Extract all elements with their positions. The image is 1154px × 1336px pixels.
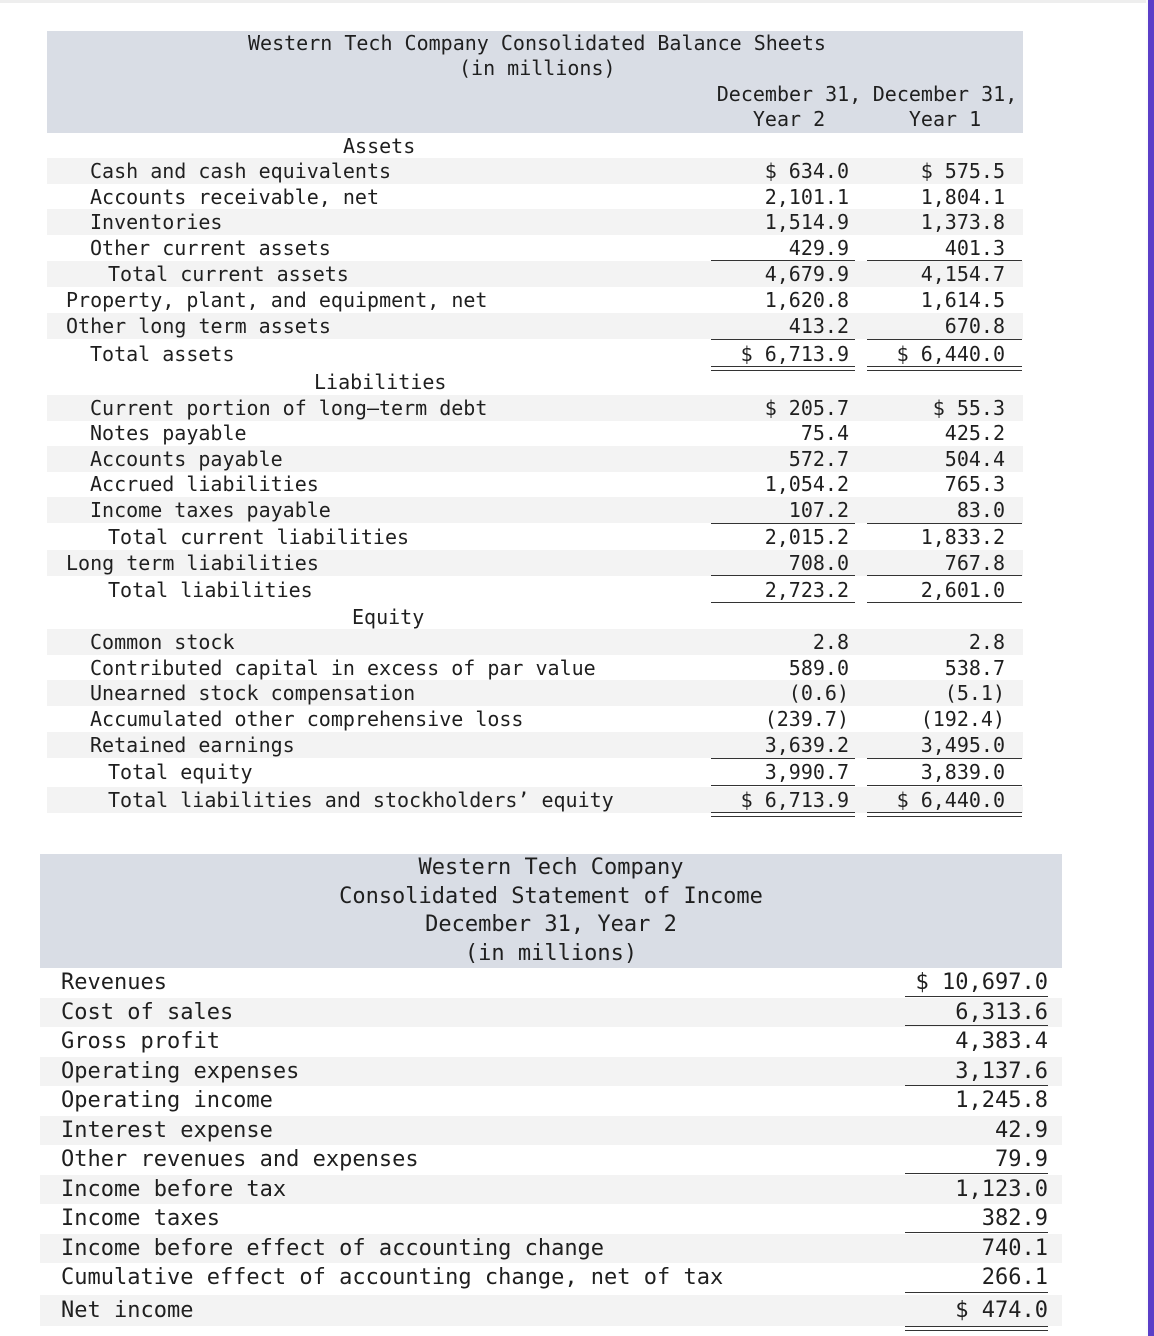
table-row [40, 1027, 1062, 1057]
equity-heading: Equity [352, 605, 425, 629]
value-year2: 2,101.1 [764, 185, 849, 209]
value-year2: 413.2 [788, 314, 849, 338]
total-double-rule [867, 370, 1022, 371]
value-year1: 538.7 [944, 656, 1005, 680]
total-double-rule [867, 812, 1022, 813]
table-row [47, 497, 1023, 523]
table-row [40, 968, 1062, 998]
total-double-rule [711, 370, 855, 371]
value-year1: 1,804.1 [920, 185, 1005, 209]
row-value: 1,123.0 [955, 1176, 1048, 1202]
value-year2: 2,723.2 [764, 578, 849, 602]
value-year1: 2,601.0 [920, 578, 1005, 602]
row-label: Common stock [90, 630, 235, 654]
value-year2: 3,639.2 [764, 733, 849, 757]
value-year1: 765.3 [944, 472, 1005, 496]
table-row [47, 446, 1023, 472]
total-double-rule [867, 366, 1022, 367]
value-year2: 75.4 [800, 421, 849, 445]
table-row [47, 341, 1023, 367]
table-row [47, 550, 1023, 576]
row-label: Accounts payable [90, 447, 283, 471]
row-label: Retained earnings [90, 733, 295, 757]
col-year1-heading-line1: December 31, [872, 82, 1018, 106]
table-row [47, 235, 1023, 261]
value-year1: (192.4) [920, 707, 1005, 731]
subtotal-rule [867, 339, 1022, 340]
table-row [40, 1145, 1062, 1175]
total-double-rule [905, 1326, 1048, 1327]
col-year2-heading-line2: Year 2 [752, 107, 826, 131]
value-year1: $ 575.5 [920, 159, 1005, 183]
row-label: Income before tax [61, 1176, 287, 1202]
row-value: $ 474.0 [955, 1298, 1048, 1323]
row-label: Revenues [61, 970, 167, 995]
row-label: Cumulative effect of accounting change, net of tax [61, 1265, 724, 1290]
value-year1: 2.8 [968, 630, 1005, 654]
row-label: Other revenues and expenses [61, 1147, 419, 1172]
total-double-rule [867, 816, 1022, 817]
table-row [47, 732, 1023, 758]
row-label: Income taxes [61, 1206, 220, 1231]
value-year2: (239.7) [764, 707, 849, 731]
value-year1: $ 6,440.0 [896, 342, 1005, 366]
value-year2: 3,990.7 [764, 760, 849, 784]
value-year2: 2,015.2 [764, 525, 849, 549]
value-year1: 4,154.7 [920, 262, 1005, 286]
income-statement-subtitle: Consolidated Statement of Income [339, 883, 763, 909]
income-statement-title: Western Tech Company [418, 855, 684, 880]
row-label: Income before effect of accounting change [61, 1235, 605, 1261]
row-value: 3,137.6 [955, 1058, 1048, 1084]
value-year1: (5.1) [944, 681, 1005, 705]
row-label: Accrued liabilities [90, 472, 319, 496]
table-row [47, 158, 1023, 184]
subtotal-rule [867, 575, 1022, 576]
table-row [47, 261, 1023, 287]
value-year2: 1,054.2 [764, 472, 849, 496]
table-row [47, 680, 1023, 706]
row-label: Other current assets [90, 236, 331, 260]
table-row [47, 706, 1023, 732]
value-year2: 1,514.9 [764, 210, 849, 234]
row-value: 1,245.8 [955, 1088, 1048, 1113]
table-row [40, 1263, 1062, 1293]
row-label: Cost of sales [61, 999, 234, 1025]
row-label: Total liabilities and stockholders’ equity [108, 788, 614, 812]
row-label: Unearned stock compensation [90, 681, 416, 705]
table-row [40, 1295, 1062, 1326]
value-year2: 2.8 [812, 630, 849, 654]
top-cropped-strip [0, 0, 1148, 3]
row-label: Accounts receivable, net [90, 185, 379, 209]
table-row [47, 395, 1023, 421]
row-value: 42.9 [995, 1117, 1048, 1143]
value-year1: 1,614.5 [920, 288, 1005, 312]
row-label: Operating expenses [61, 1058, 300, 1084]
value-year1: $ 6,440.0 [896, 788, 1005, 812]
row-label: Property, plant, and equipment, net [66, 288, 488, 312]
row-label: Current portion of long–term debt [90, 396, 488, 420]
total-double-rule [711, 366, 855, 367]
value-year1: 401.3 [944, 236, 1005, 260]
balance-sheet-subtitle: (in millions) [459, 56, 616, 80]
value-year2: 4,679.9 [764, 262, 849, 286]
col-year2-heading-line1: December 31, [716, 82, 862, 106]
table-row [47, 524, 1023, 550]
income-statement-date: December 31, Year 2 [425, 912, 677, 937]
value-year1: 425.2 [944, 421, 1005, 445]
value-year2: $ 6,713.9 [740, 788, 849, 812]
row-label: Notes payable [90, 421, 247, 445]
value-year1: 3,495.0 [920, 733, 1005, 757]
window-edge [1148, 0, 1154, 1336]
value-year1: 3,839.0 [920, 760, 1005, 784]
balance-sheet-title: Western Tech Company Consolidated Balance Sheets [248, 31, 826, 55]
income-statement-header [40, 854, 1062, 968]
subtotal-rule [905, 1025, 1048, 1026]
value-year1: $ 55.3 [932, 396, 1005, 420]
value-year1: 670.8 [944, 314, 1005, 338]
row-label: Cash and cash equivalents [90, 159, 392, 183]
income-statement-units: (in millions) [464, 940, 638, 966]
table-row [47, 313, 1023, 339]
total-double-rule [711, 816, 855, 817]
subtotal-rule [867, 785, 1022, 786]
table-row [47, 420, 1023, 446]
row-label: Operating income [61, 1088, 273, 1113]
row-label: Other long term assets [66, 314, 331, 338]
liabilities-heading: Liabilities [314, 370, 447, 394]
value-year1: 1,833.2 [920, 525, 1005, 549]
row-label: Total current assets [108, 262, 349, 286]
table-row [40, 1057, 1062, 1087]
subtotal-rule [711, 575, 855, 576]
subtotal-rule [711, 602, 855, 603]
value-year1: 83.0 [956, 498, 1005, 522]
value-year2: 589.0 [788, 656, 849, 680]
value-year2: 572.7 [788, 447, 849, 471]
subtotal-rule [711, 339, 855, 340]
subtotal-rule [867, 602, 1022, 603]
value-year2: $ 205.7 [764, 396, 849, 420]
row-label: Accumulated other comprehensive loss [90, 707, 524, 731]
row-value: 382.9 [981, 1206, 1048, 1231]
subtotal-rule [711, 785, 855, 786]
subtotal-rule [905, 1292, 1048, 1293]
assets-heading: Assets [343, 134, 416, 158]
table-row [47, 629, 1023, 655]
row-label: Inventories [90, 210, 223, 234]
table-row [40, 1086, 1062, 1116]
table-row [47, 209, 1023, 235]
col-year1-heading-line2: Year 1 [908, 107, 982, 131]
table-row [47, 577, 1023, 603]
table-row [40, 1116, 1062, 1146]
value-year2: (0.6) [788, 681, 849, 705]
table-row [47, 471, 1023, 497]
value-year2: 1,620.8 [764, 288, 849, 312]
row-value: $ 10,697.0 [915, 970, 1048, 995]
row-value: 4,383.4 [955, 1029, 1048, 1054]
row-label: Total equity [108, 760, 253, 784]
table-row [47, 787, 1023, 813]
row-value: 740.1 [981, 1235, 1048, 1261]
table-row [40, 1175, 1062, 1205]
row-value: 6,313.6 [955, 999, 1048, 1025]
value-year2: 708.0 [788, 551, 849, 575]
value-year2: $ 634.0 [764, 159, 849, 183]
row-label: Net income [61, 1298, 194, 1323]
row-label: Gross profit [61, 1029, 220, 1054]
table-row [40, 1204, 1062, 1234]
row-label: Total liabilities [108, 578, 313, 602]
value-year2: 429.9 [788, 236, 849, 260]
table-row [47, 287, 1023, 313]
value-year2: $ 6,713.9 [740, 342, 849, 366]
value-year1: 504.4 [944, 447, 1005, 471]
row-value: 79.9 [995, 1147, 1048, 1172]
value-year2: 107.2 [788, 498, 849, 522]
row-label: Contributed capital in excess of par value [90, 656, 596, 680]
row-label: Interest expense [61, 1117, 273, 1143]
total-double-rule [905, 1330, 1048, 1331]
table-row [47, 184, 1023, 210]
row-label: Total assets [90, 342, 235, 366]
table-row [47, 655, 1023, 681]
row-label: Long term liabilities [66, 551, 319, 575]
table-row [40, 1234, 1062, 1264]
row-value: 266.1 [981, 1265, 1048, 1290]
row-label: Total current liabilities [108, 525, 410, 549]
value-year1: 1,373.8 [920, 210, 1005, 234]
table-row [47, 759, 1023, 785]
total-double-rule [711, 812, 855, 813]
table-row [40, 998, 1062, 1028]
row-label: Income taxes payable [90, 498, 331, 522]
value-year1: 767.8 [944, 551, 1005, 575]
